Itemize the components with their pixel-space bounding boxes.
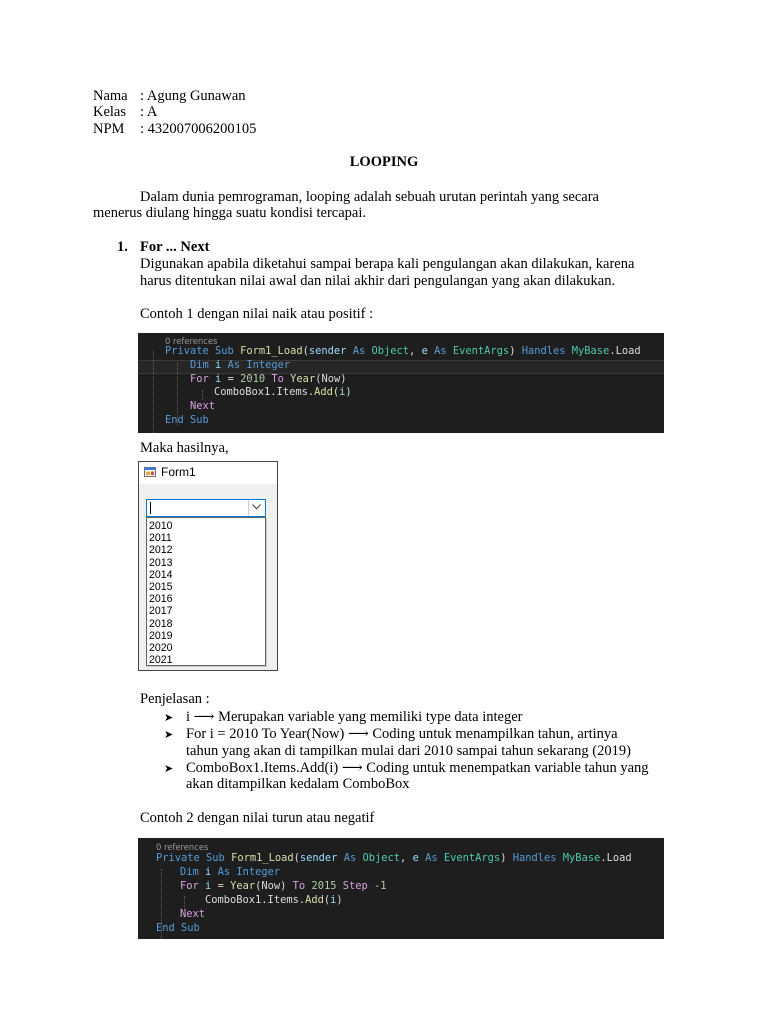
arrowhead-bullet-icon: ➤ [164, 762, 174, 775]
npm-label: NPM [93, 121, 125, 137]
explanation-label: Penjelasan : [140, 691, 210, 707]
class-label: Kelas [93, 104, 127, 120]
code-references: 0 references [156, 842, 209, 852]
code-line: End Sub [156, 922, 200, 934]
indent-guide [202, 390, 203, 400]
name-value: : Agung Gunawan [140, 88, 246, 104]
arrowhead-bullet-icon: ➤ [164, 711, 174, 724]
bullet-2-line-1: For i = 2010 To Year(Now) ⟶ Coding untuk menampilkan tahun, artinya [186, 726, 618, 742]
code-block-1 [138, 333, 664, 433]
combo-option[interactable]: 2015 [149, 581, 173, 593]
chevron-down-icon [252, 504, 261, 510]
bullet-1-line-1: i ⟶ Merupakan variable yang memiliki type data integer [186, 709, 523, 725]
code-line: For i = 2010 To Year(Now) [190, 373, 347, 385]
page-title: LOOPING [349, 154, 419, 170]
identity-class-row [93, 104, 157, 121]
identity-name-row [93, 88, 246, 105]
section-heading: For ... Next [140, 239, 210, 255]
code-line: ComboBox1.Items.Add(i) [205, 894, 343, 906]
bullet-2-line-2: tahun yang akan di tampilkan mulai dari 2010 sampai tahun sekarang (2019) [186, 743, 631, 759]
name-label: Nama [93, 88, 128, 104]
arrowhead-bullet-icon: ➤ [164, 728, 174, 741]
identity-npm-row [93, 121, 256, 138]
text-caret [150, 502, 151, 514]
bullet-3-line-1: ComboBox1.Items.Add(i) ⟶ Coding untuk menempatkan variable tahun yang [186, 760, 649, 776]
combo-option[interactable]: 2019 [149, 629, 173, 642]
year-combobox[interactable] [146, 499, 266, 517]
code-block-2 [138, 838, 664, 939]
section-number: 1. [117, 239, 128, 255]
code-line: Dim i As Integer [180, 866, 281, 878]
form-body [139, 484, 277, 670]
code-line: End Sub [165, 414, 209, 426]
combo-option[interactable]: 2017 [149, 605, 173, 618]
combo-option[interactable]: 2011 [149, 532, 172, 545]
code-line: For i = Year(Now) To 2015 Step -1 [180, 880, 387, 892]
indent-guide [153, 350, 154, 433]
code-line: Next [180, 908, 206, 920]
code-line: Private Sub Form1_Load(sender As Object, e As EventArgs) Handles MyBase.Load [165, 345, 641, 357]
form1-window [138, 461, 278, 671]
code-line: Private Sub Form1_Load(sender As Object, e As EventArgs) Handles MyBase.Load [156, 852, 632, 864]
section-desc-line-2: harus ditentukan nilai awal dan nilai akhir dari pengulangan yang akan dilakukan. [140, 273, 616, 289]
code-line: Dim i As Integer [190, 359, 291, 371]
form-title-bar [139, 462, 277, 484]
intro-line-1: Dalam dunia pemrograman, looping adalah sebuah urutan perintah yang secara [140, 189, 599, 205]
example2-label: Contoh 2 dengan nilai turun atau negatif [140, 810, 375, 826]
combo-option[interactable]: 2012 [149, 544, 173, 557]
section-desc-line-1: Digunakan apabila diketahui sampai berapa kali pengulangan akan dilakukan, karena [140, 256, 635, 272]
combo-option[interactable]: 2014 [149, 568, 173, 581]
combo-option[interactable]: 2020 [149, 642, 173, 654]
combo-option[interactable]: 2013 [149, 556, 173, 569]
code-references: 0 references [165, 336, 218, 346]
combo-option[interactable]: 2010 [149, 520, 173, 532]
code-line: Next [190, 400, 216, 412]
bullet-3-line-2: akan ditampilkan kedalam ComboBox [186, 776, 410, 792]
form-app-icon [144, 466, 156, 478]
class-value: : A [140, 104, 158, 120]
combo-option[interactable]: 2018 [149, 617, 173, 630]
result-label: Maka hasilnya, [140, 440, 229, 456]
combo-option[interactable]: 2021 [149, 654, 173, 667]
combo-option[interactable]: 2016 [149, 593, 173, 606]
npm-value: : 432007006200105 [140, 121, 257, 137]
example1-label: Contoh 1 dengan nilai naik atau positif : [140, 306, 374, 322]
form-title: Form1 [161, 465, 196, 479]
combo-dropdown-list [146, 517, 266, 666]
intro-line-2: menerus diulang hingga suatu kondisi tercapai. [93, 205, 367, 221]
combo-dropdown-button[interactable] [248, 500, 265, 516]
code-line: ComboBox1.Items.Add(i) [214, 386, 352, 398]
